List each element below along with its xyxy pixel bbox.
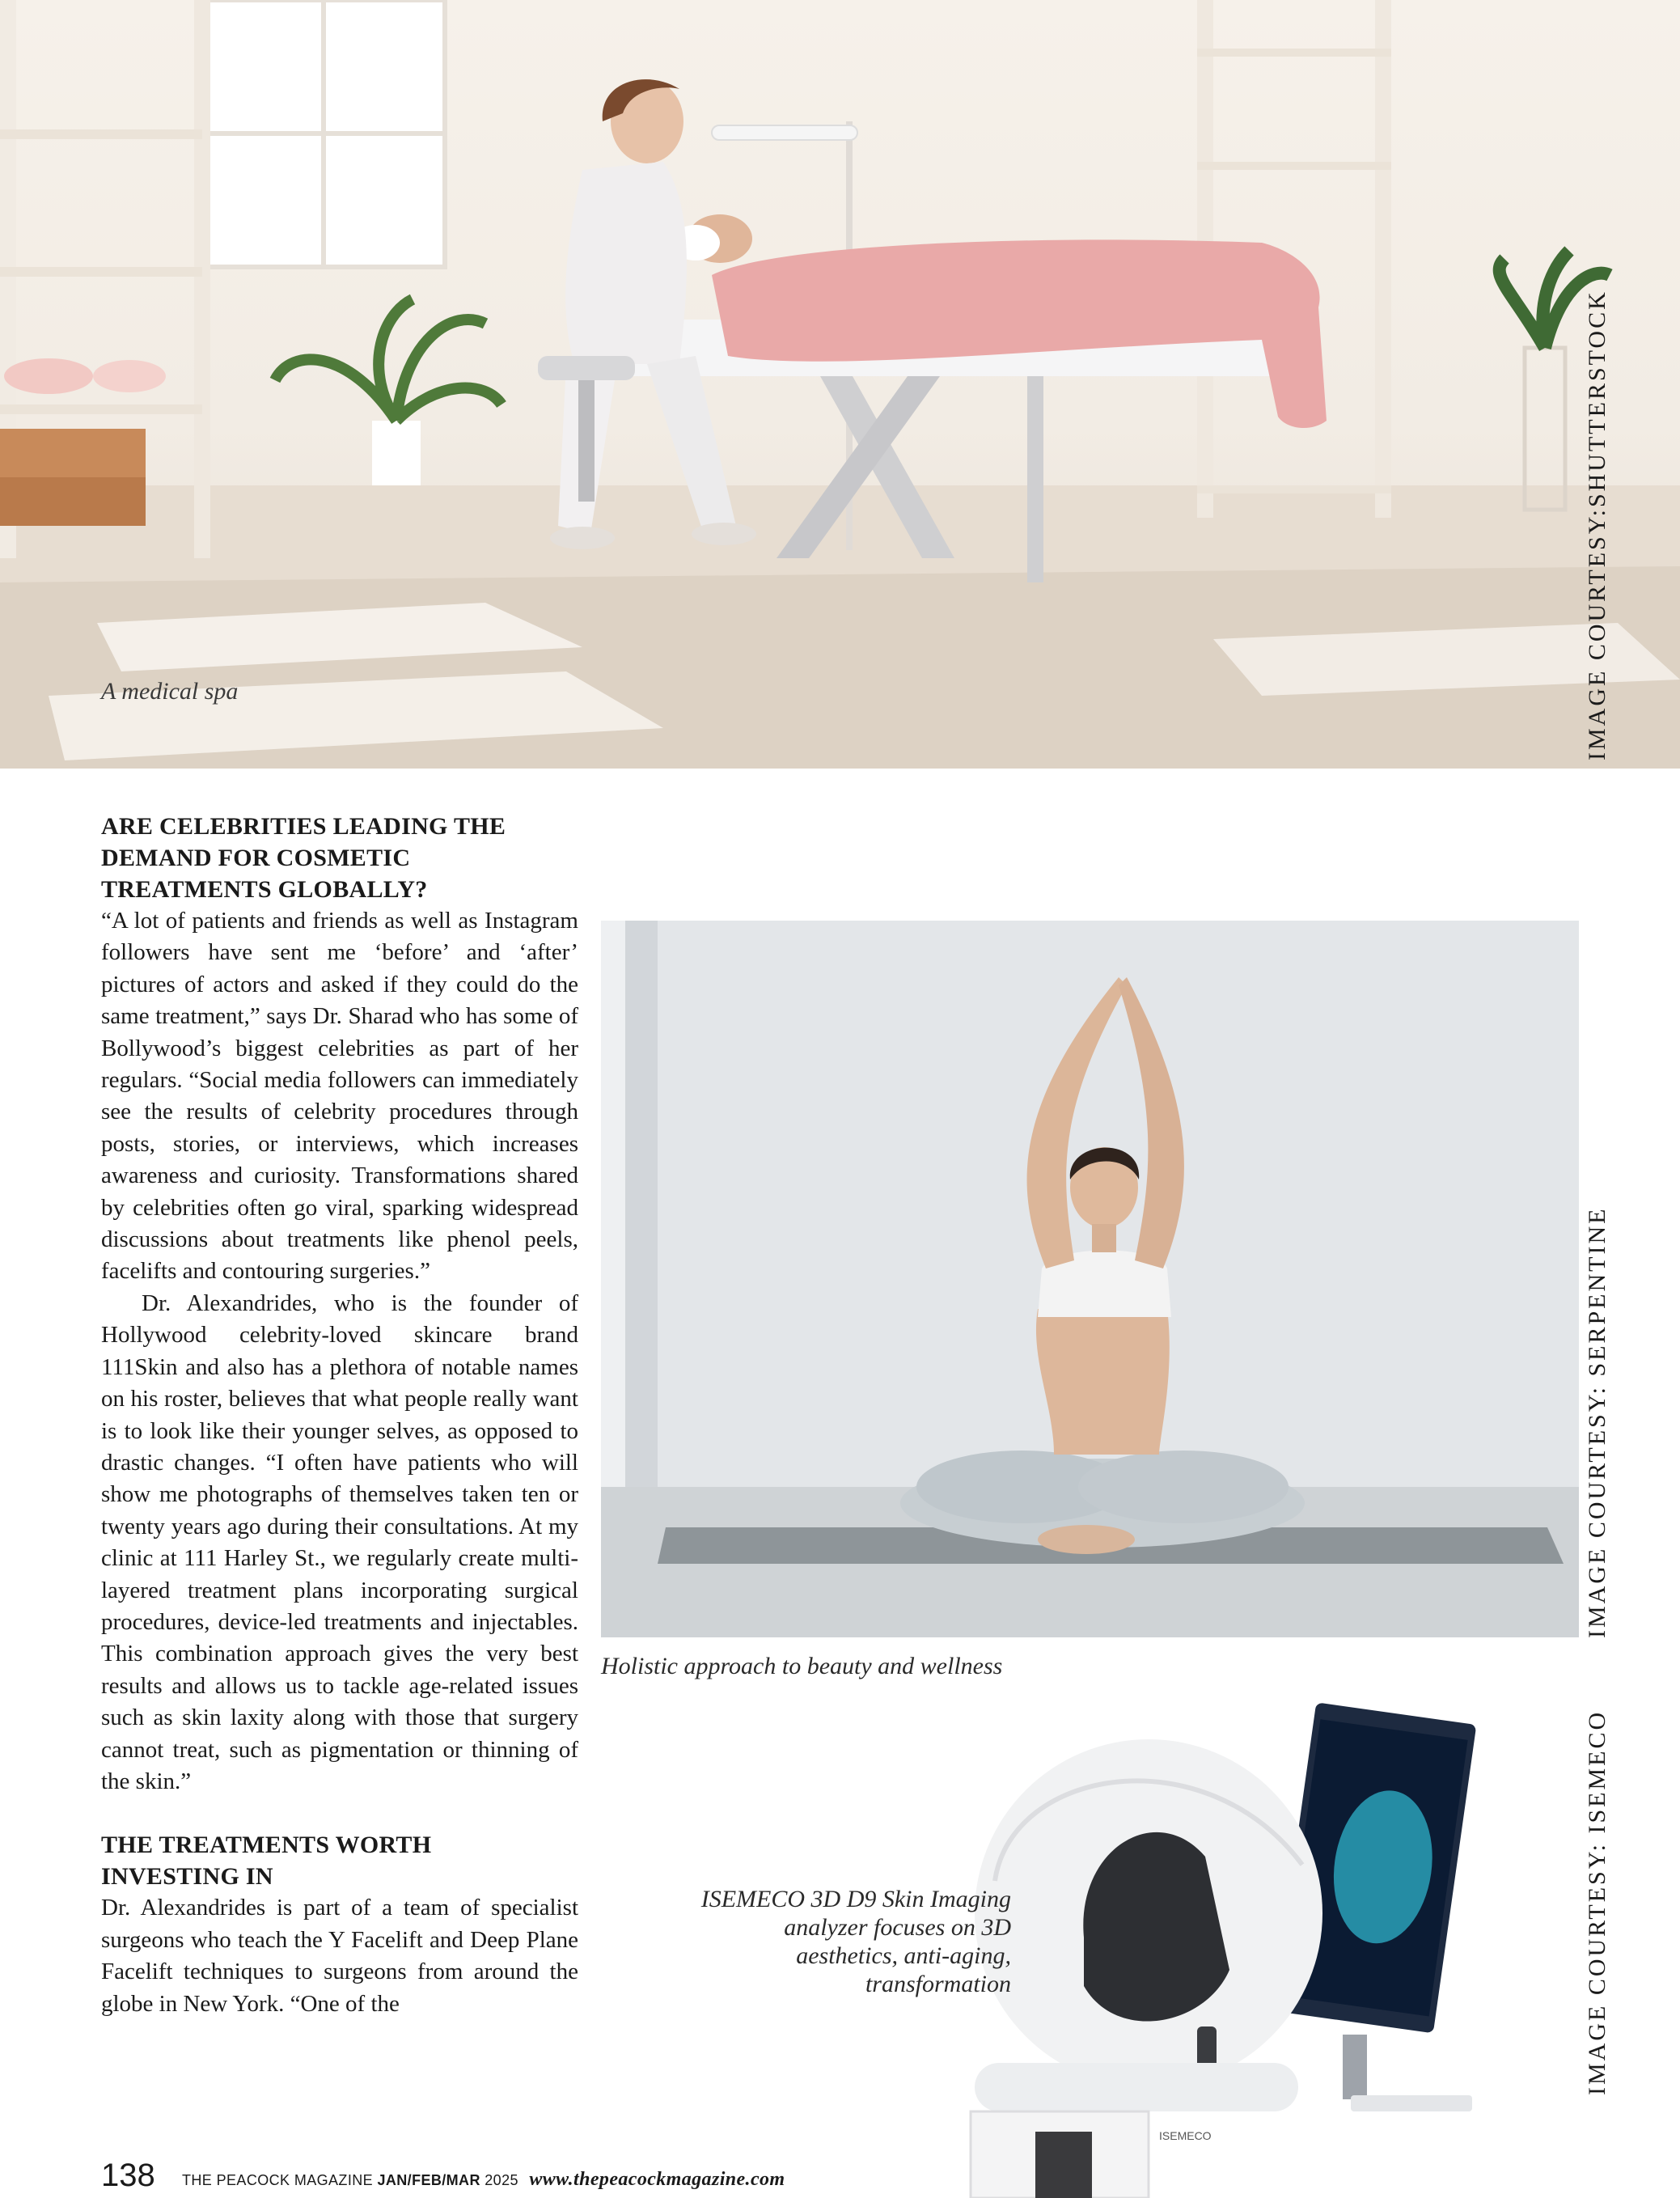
spa-photo (0, 0, 1680, 769)
section-heading-celebrities: ARE CELEBRITIES LEADING THE DEMAND FOR COSMETIC TREATMENTS GLOBALLY? (101, 813, 506, 903)
spa-photo-credit: IMAGE COURTESY:SHUTTERSTOCK (1584, 290, 1610, 760)
device-photo-credit: IMAGE COURTESY: ISEMECO (1584, 1709, 1610, 2095)
section-heading-treatments: THE TREATMENTS WORTH INVESTING IN (101, 1832, 432, 1891)
device-label: ISEMECO (1159, 2129, 1212, 2142)
footer-year: 2025 (485, 2172, 518, 2188)
footer-issue: JAN/FEB/MAR (377, 2172, 480, 2188)
page-number: 138 (101, 2158, 155, 2193)
spa-photo-caption: A medical spa (101, 678, 239, 705)
device-photo-caption: ISEMECO 3D D9 Skin Imaging analyzer focuses on 3D aesthetics, anti-aging, transformation (700, 1886, 1011, 1997)
footer-website-link[interactable]: www.thepeacockmagazine.com (529, 2169, 785, 2190)
article-paragraph: Dr. Alexandrides is part of a team of specialist surgeons who teach the Y Facelift and Deep Plane Facelift techniques to surgeons from around the globe in New York. “One of the (101, 1895, 578, 2017)
yoga-photo-credit: IMAGE COURTESY: SERPENTINE (1584, 1206, 1610, 1638)
yoga-photo-caption: Holistic approach to beauty and wellness (601, 1653, 1003, 1679)
yoga-photo (601, 921, 1579, 1637)
footer-folio (182, 2169, 785, 2191)
article-paragraph: Dr. Alexandrides, who is the founder of Hollywood celebrity-loved skincare brand 111Skin and also has a plethora of notable names on his roster, believes that what people really want is to look like their younger selves, as opposed to drastic changes. “I often have patients who will show me photographs of themselves taken ten or twenty years ago during their consultations. At my clinic at 111 Harley St., we regularly create multi-layered treatment plans incorporating surgical procedures, device-led treatments and injectables. This combination approach gives the very best results and allows us to tackle age-related issues such as skin laxity along with those that surgery cannot treat, such as pigmentation or thinning of the skin.” (101, 1290, 578, 1794)
footer-magazine-name: THE PEACOCK MAGAZINE (182, 2172, 374, 2188)
device-photo (963, 1703, 1529, 2198)
article-paragraph: “A lot of patients and friends as well as Instagram followers have sent me ‘before’ and ‘after’ pictures of actors and asked if they could do the same treatment,” says Dr. Sharad who has some of Bollywood’s biggest celebrities as part of her regulars. “Social media followers can immediately see the results of celebrity procedures through posts, stories, or interviews, which increases awareness and curiosity. Transformations shared by celebrities often go viral, sparking widespread discussions about treatments like phenol peels, facelifts and contouring surgeries.” (101, 908, 578, 1285)
article-column (101, 811, 578, 2020)
